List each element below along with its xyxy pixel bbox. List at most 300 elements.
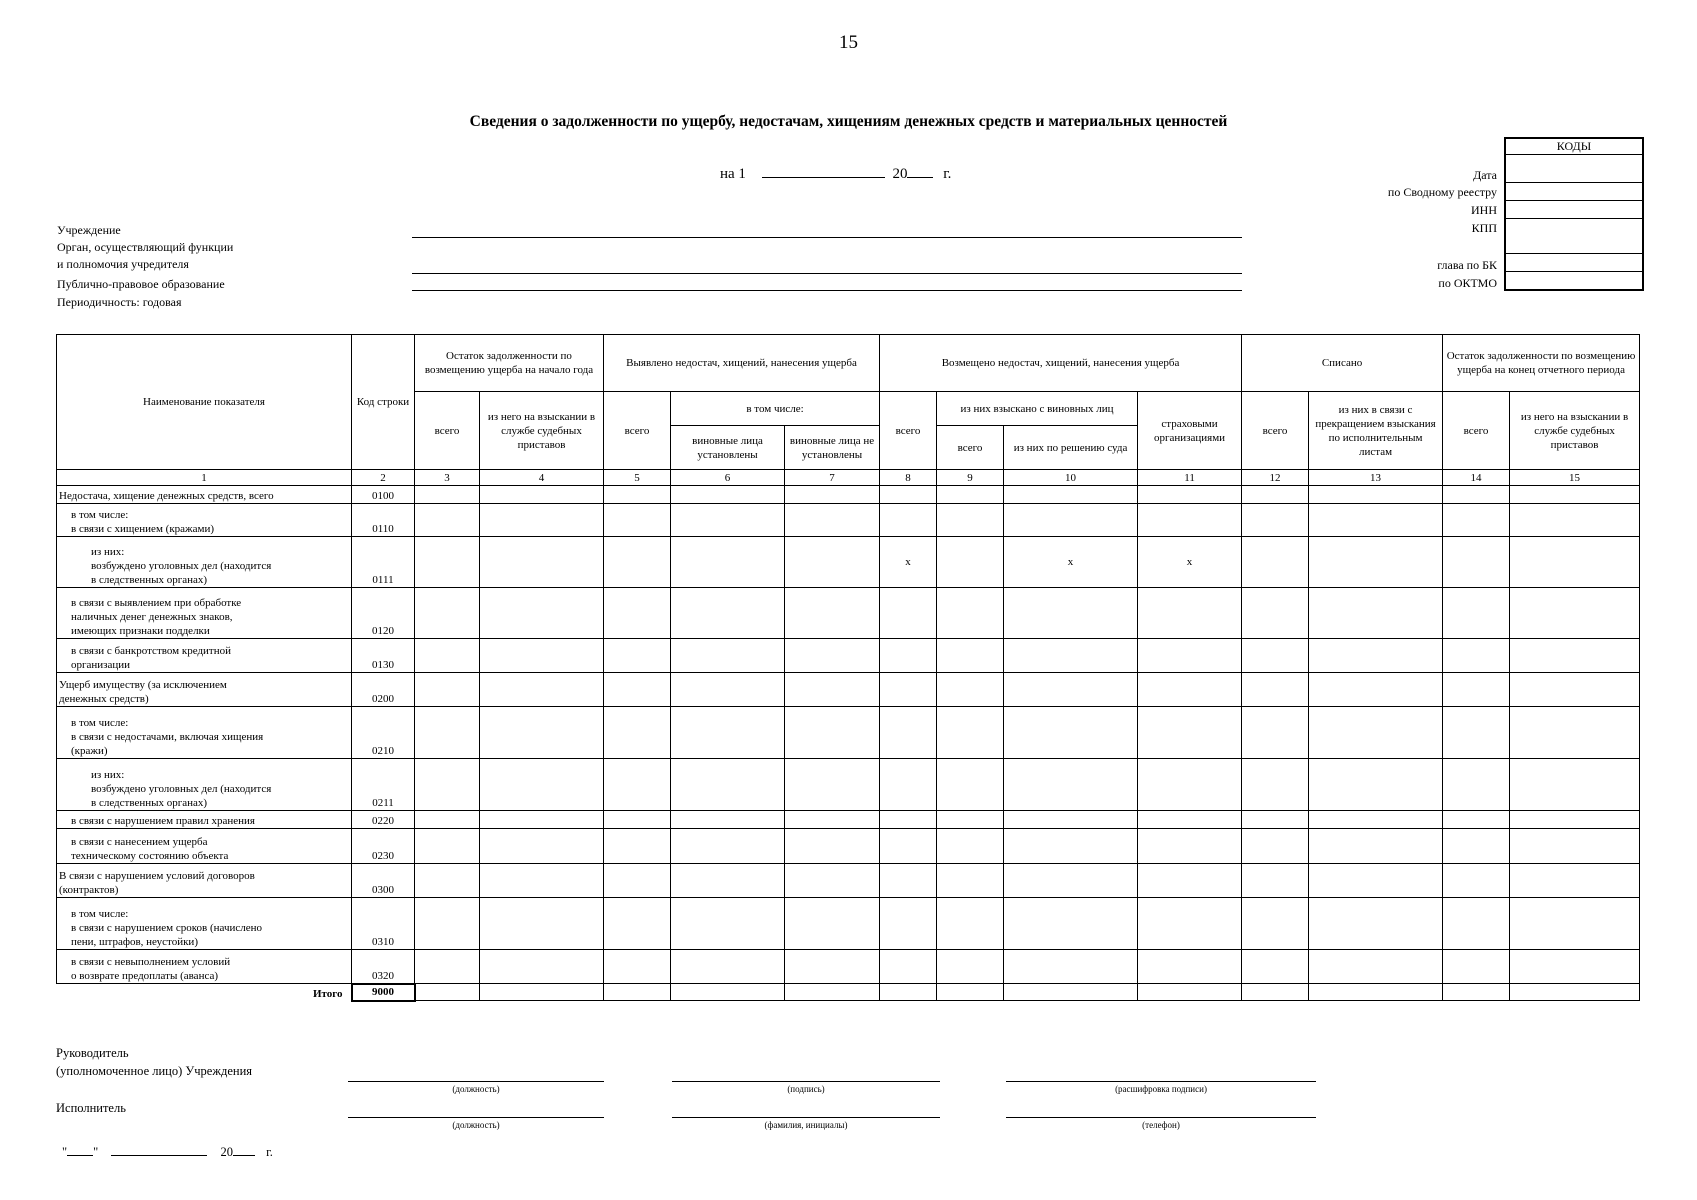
header-recovered: Возмещено недостач, хищений, нанесения ущерба (880, 335, 1242, 392)
value-cell-col-14[interactable] (1443, 707, 1510, 759)
value-cell-col-9[interactable] (937, 588, 1004, 639)
value-cell-col-6[interactable] (671, 673, 785, 707)
value-cell-col-13[interactable] (1309, 759, 1443, 811)
date-year-field[interactable] (907, 162, 933, 178)
value-cell-col-13[interactable] (1309, 504, 1443, 537)
row-code: 0310 (352, 898, 415, 950)
head-decoding-field[interactable] (1006, 1081, 1316, 1082)
value-cell-col-6[interactable] (671, 639, 785, 673)
founder-field[interactable] (412, 273, 1242, 274)
value-cell-col-6[interactable] (671, 898, 785, 950)
not-applicable-mark: x (880, 537, 937, 588)
row-code: 0100 (352, 486, 415, 504)
value-cell-col-9[interactable] (937, 864, 1004, 898)
value-cell-col-9[interactable] (937, 811, 1004, 829)
row-code: 0230 (352, 829, 415, 864)
value-cell-col-14[interactable] (1443, 759, 1510, 811)
value-cell-col-8[interactable] (880, 829, 937, 864)
value-cell-col-14[interactable] (1443, 829, 1510, 864)
value-cell-col-11[interactable] (1138, 864, 1242, 898)
table-row (57, 673, 1640, 707)
executor-phone-field[interactable] (1006, 1117, 1316, 1118)
table-row (57, 486, 1640, 504)
value-cell-col-9[interactable] (937, 950, 1004, 984)
report-date-line (720, 162, 951, 183)
total-cell-col-9[interactable] (937, 984, 1004, 1001)
value-cell-col-6[interactable] (671, 811, 785, 829)
row-name: из них: возбуждено уголовных дел (находится в следственных органах) (57, 759, 352, 811)
header-written-off: Списано (1242, 335, 1443, 392)
header-c11: страховыми организациями (1138, 392, 1242, 470)
value-cell-col-7[interactable] (785, 898, 880, 950)
value-cell-col-6[interactable] (671, 759, 785, 811)
signing-year-prefix: 20 (220, 1145, 233, 1159)
row-name: в связи с нанесением ущерба техническому состоянию объекта (57, 829, 352, 864)
value-cell-col-7[interactable] (785, 537, 880, 588)
form-title: Сведения о задолженности по ущербу, недостачам, хищениям денежных средств и материальных ценностей (469, 113, 1228, 130)
header-c10: из них по решению суда (1004, 426, 1138, 470)
signing-day-field[interactable] (67, 1140, 93, 1156)
codes-title: КОДЫ (1506, 139, 1642, 155)
value-cell-col-8[interactable] (880, 707, 937, 759)
value-cell-col-14[interactable] (1443, 588, 1510, 639)
value-cell-col-11[interactable] (1138, 639, 1242, 673)
date-close-quote: " (93, 1145, 99, 1159)
row-name: в том числе: в связи с нарушением сроков (начислено пени, штрафов, неустойки) (57, 898, 352, 950)
column-number: 15 (1510, 470, 1640, 486)
value-cell-col-5[interactable] (604, 864, 671, 898)
value-cell-col-5[interactable] (604, 811, 671, 829)
value-cell-col-12[interactable] (1242, 504, 1309, 537)
column-number: 5 (604, 470, 671, 486)
value-cell-col-8[interactable] (880, 504, 937, 537)
value-cell-col-12[interactable] (1242, 864, 1309, 898)
founder-label-1: Орган, осуществляющий функции (57, 240, 234, 254)
value-cell-col-13[interactable] (1309, 639, 1443, 673)
row-code: 0110 (352, 504, 415, 537)
table-row (57, 639, 1640, 673)
value-cell-col-10[interactable] (1004, 811, 1138, 829)
code-cell-date[interactable] (1506, 155, 1642, 182)
value-cell-col-11[interactable] (1138, 707, 1242, 759)
code-cell-inn[interactable] (1506, 200, 1642, 218)
value-cell-col-6[interactable] (671, 950, 785, 984)
column-number: 12 (1242, 470, 1309, 486)
value-cell-col-8[interactable] (880, 759, 937, 811)
value-cell-col-6[interactable] (671, 707, 785, 759)
value-cell-col-13[interactable] (1309, 673, 1443, 707)
value-cell-col-7[interactable] (785, 504, 880, 537)
value-cell-col-5[interactable] (604, 537, 671, 588)
table-row (57, 707, 1640, 759)
signing-date-suffix: г. (266, 1145, 273, 1159)
value-cell-col-5[interactable] (604, 673, 671, 707)
value-cell-col-8[interactable] (880, 588, 937, 639)
row-name: Недостача, хищение денежных средств, всего (57, 486, 352, 504)
value-cell-col-3[interactable] (415, 950, 480, 984)
header-c5: всего (604, 392, 671, 470)
total-cell-col-10[interactable] (1004, 984, 1138, 1001)
value-cell-col-14[interactable] (1443, 673, 1510, 707)
not-applicable-mark: x (1138, 537, 1242, 588)
header-c13: из них в связи с прекращением взыскания по исполнительным листам (1309, 392, 1443, 470)
value-cell-col-15[interactable] (1510, 829, 1640, 864)
institution-field[interactable] (412, 237, 1242, 238)
header-c14: всего (1443, 392, 1510, 470)
code-label-date: Дата (1473, 168, 1497, 182)
table-row (57, 829, 1640, 864)
value-cell-col-12[interactable] (1242, 673, 1309, 707)
value-cell-col-12[interactable] (1242, 950, 1309, 984)
row-code: 0300 (352, 864, 415, 898)
value-cell-col-12[interactable] (1242, 759, 1309, 811)
date-prefix: на 1 (720, 166, 746, 182)
value-cell-col-5[interactable] (604, 486, 671, 504)
value-cell-col-12[interactable] (1242, 588, 1309, 639)
head-position-field[interactable] (348, 1081, 604, 1082)
value-cell-col-5[interactable] (604, 639, 671, 673)
value-cell-col-11[interactable] (1138, 486, 1242, 504)
value-cell-col-7[interactable] (785, 707, 880, 759)
value-cell-col-13[interactable] (1309, 537, 1443, 588)
value-cell-col-6[interactable] (671, 537, 785, 588)
value-cell-col-14[interactable] (1443, 504, 1510, 537)
executor-name-field[interactable] (672, 1117, 940, 1118)
value-cell-col-10[interactable] (1004, 673, 1138, 707)
value-cell-col-14[interactable] (1443, 537, 1510, 588)
column-number: 2 (352, 470, 415, 486)
value-cell-col-11[interactable] (1138, 950, 1242, 984)
signing-year-field[interactable] (233, 1140, 255, 1156)
value-cell-col-3[interactable] (415, 829, 480, 864)
value-cell-col-5[interactable] (604, 588, 671, 639)
value-cell-col-3[interactable] (415, 486, 480, 504)
value-cell-col-9[interactable] (937, 898, 1004, 950)
header-detected: Выявлено недостач, хищений, нанесения ущерба (604, 335, 880, 392)
value-cell-col-12[interactable] (1242, 707, 1309, 759)
periodicity-label: Периодичность: годовая (57, 295, 182, 309)
value-cell-col-9[interactable] (937, 537, 1004, 588)
value-cell-col-5[interactable] (604, 898, 671, 950)
value-cell-col-3[interactable] (415, 504, 480, 537)
value-cell-col-4[interactable] (480, 811, 604, 829)
executor-label: Исполнитель (56, 1101, 126, 1115)
row-code: 0111 (352, 537, 415, 588)
row-name: в связи с нарушением правил хранения (57, 811, 352, 829)
value-cell-col-3[interactable] (415, 707, 480, 759)
value-cell-col-9[interactable] (937, 504, 1004, 537)
total-cell-col-11[interactable] (1138, 984, 1242, 1001)
row-code: 0211 (352, 759, 415, 811)
date-suffix: г. (943, 166, 952, 182)
code-cell-kpp[interactable] (1506, 218, 1642, 253)
row-code: 0220 (352, 811, 415, 829)
value-cell-col-6[interactable] (671, 864, 785, 898)
value-cell-col-7[interactable] (785, 864, 880, 898)
value-cell-col-15[interactable] (1510, 864, 1640, 898)
signing-date (62, 1140, 273, 1161)
caption-decoding: (расшифровка подписи) (1115, 1084, 1207, 1094)
table-row (57, 504, 1640, 537)
value-cell-col-4[interactable] (480, 950, 604, 984)
total-cell-col-14[interactable] (1443, 984, 1510, 1001)
value-cell-col-12[interactable] (1242, 898, 1309, 950)
total-cell-col-7[interactable] (785, 984, 880, 1001)
code-label-bk: глава по БК (1437, 258, 1497, 272)
value-cell-col-4[interactable] (480, 588, 604, 639)
value-cell-col-3[interactable] (415, 588, 480, 639)
value-cell-col-9[interactable] (937, 639, 1004, 673)
value-cell-col-8[interactable] (880, 898, 937, 950)
value-cell-col-10[interactable] (1004, 864, 1138, 898)
value-cell-col-12[interactable] (1242, 537, 1309, 588)
value-cell-col-4[interactable] (480, 707, 604, 759)
founder-label-2: и полномочия учредителя (57, 257, 189, 271)
value-cell-col-4[interactable] (480, 537, 604, 588)
value-cell-col-4[interactable] (480, 759, 604, 811)
column-number: 7 (785, 470, 880, 486)
value-cell-col-4[interactable] (480, 486, 604, 504)
value-cell-col-12[interactable] (1242, 811, 1309, 829)
value-cell-col-15[interactable] (1510, 639, 1640, 673)
head-signature-field[interactable] (672, 1081, 940, 1082)
value-cell-col-7[interactable] (785, 811, 880, 829)
value-cell-col-10[interactable] (1004, 639, 1138, 673)
header-c4: из него на взыскании в службе судебных приставов (480, 392, 604, 470)
value-cell-col-15[interactable] (1510, 950, 1640, 984)
municipality-field[interactable] (412, 290, 1242, 291)
value-cell-col-13[interactable] (1309, 707, 1443, 759)
column-number: 10 (1004, 470, 1138, 486)
debt-table (56, 334, 1640, 1002)
value-cell-col-7[interactable] (785, 950, 880, 984)
value-cell-col-15[interactable] (1510, 537, 1640, 588)
value-cell-col-7[interactable] (785, 588, 880, 639)
header-c3: всего (415, 392, 480, 470)
value-cell-col-15[interactable] (1510, 588, 1640, 639)
value-cell-col-4[interactable] (480, 864, 604, 898)
value-cell-col-11[interactable] (1138, 898, 1242, 950)
value-cell-col-12[interactable] (1242, 486, 1309, 504)
total-cell-col-8[interactable] (880, 984, 937, 1001)
value-cell-col-5[interactable] (604, 707, 671, 759)
value-cell-col-15[interactable] (1510, 673, 1640, 707)
header-c12: всего (1242, 392, 1309, 470)
column-number: 11 (1138, 470, 1242, 486)
header-c15: из него на взыскании в службе судебных приставов (1510, 392, 1640, 470)
row-code: 0320 (352, 950, 415, 984)
total-cell-col-3[interactable] (415, 984, 480, 1001)
column-number: 1 (57, 470, 352, 486)
value-cell-col-9[interactable] (937, 759, 1004, 811)
value-cell-col-6[interactable] (671, 588, 785, 639)
value-cell-col-8[interactable] (880, 486, 937, 504)
total-cell-col-5[interactable] (604, 984, 671, 1001)
value-cell-col-11[interactable] (1138, 588, 1242, 639)
value-cell-col-3[interactable] (415, 759, 480, 811)
caption-signature: (подпись) (787, 1084, 825, 1094)
total-cell-col-12[interactable] (1242, 984, 1309, 1001)
total-row (57, 984, 1640, 1001)
code-cell-oktmo[interactable] (1506, 271, 1642, 289)
row-name: в связи с банкротством кредитной организации (57, 639, 352, 673)
value-cell-col-15[interactable] (1510, 898, 1640, 950)
header-closing-balance: Остаток задолженности по возмещению ущерба на конец отчетного периода (1443, 335, 1640, 392)
value-cell-col-9[interactable] (937, 486, 1004, 504)
header-c7: виновные лица не установлены (785, 426, 880, 470)
value-cell-col-3[interactable] (415, 537, 480, 588)
value-cell-col-6[interactable] (671, 829, 785, 864)
page-number: 15 (839, 32, 858, 53)
date-open-quote: " (62, 1145, 68, 1159)
value-cell-col-12[interactable] (1242, 829, 1309, 864)
caption-position: (должность) (452, 1084, 500, 1094)
value-cell-col-5[interactable] (604, 950, 671, 984)
value-cell-col-12[interactable] (1242, 639, 1309, 673)
executor-position-field[interactable] (348, 1117, 604, 1118)
value-cell-col-3[interactable] (415, 673, 480, 707)
column-number: 14 (1443, 470, 1510, 486)
date-day-month-field[interactable] (762, 162, 885, 178)
code-cell-registry[interactable] (1506, 182, 1642, 200)
value-cell-col-4[interactable] (480, 898, 604, 950)
value-cell-col-9[interactable] (937, 829, 1004, 864)
total-cell-col-15[interactable] (1510, 984, 1640, 1001)
value-cell-col-9[interactable] (937, 707, 1004, 759)
value-cell-col-11[interactable] (1138, 811, 1242, 829)
table-row (57, 759, 1640, 811)
date-year-prefix: 20 (892, 166, 908, 182)
row-code: 0120 (352, 588, 415, 639)
header-opening-balance: Остаток задолженности по возмещению ущерба на начало года (415, 335, 604, 392)
value-cell-col-14[interactable] (1443, 811, 1510, 829)
value-cell-col-6[interactable] (671, 486, 785, 504)
value-cell-col-13[interactable] (1309, 864, 1443, 898)
value-cell-col-14[interactable] (1443, 486, 1510, 504)
value-cell-col-10[interactable] (1004, 759, 1138, 811)
value-cell-col-8[interactable] (880, 950, 937, 984)
column-number: 8 (880, 470, 937, 486)
value-cell-col-13[interactable] (1309, 588, 1443, 639)
value-cell-col-6[interactable] (671, 504, 785, 537)
value-cell-col-14[interactable] (1443, 639, 1510, 673)
value-cell-col-7[interactable] (785, 639, 880, 673)
caption-phone: (телефон) (1142, 1120, 1180, 1130)
municipality-label: Публично-правовое образование (57, 277, 225, 291)
table-row (57, 950, 1640, 984)
value-cell-col-13[interactable] (1309, 898, 1443, 950)
value-cell-col-11[interactable] (1138, 673, 1242, 707)
value-cell-col-4[interactable] (480, 673, 604, 707)
row-name: в связи с выявлением при обработке наличных денег денежных знаков, имеющих признаки подделки (57, 588, 352, 639)
value-cell-col-5[interactable] (604, 504, 671, 537)
table-row (57, 588, 1640, 639)
value-cell-col-3[interactable] (415, 811, 480, 829)
value-cell-col-15[interactable] (1510, 486, 1640, 504)
total-cell-col-4[interactable] (480, 984, 604, 1001)
value-cell-col-14[interactable] (1443, 950, 1510, 984)
value-cell-col-5[interactable] (604, 829, 671, 864)
value-cell-col-10[interactable] (1004, 898, 1138, 950)
value-cell-col-15[interactable] (1510, 759, 1640, 811)
value-cell-col-13[interactable] (1309, 950, 1443, 984)
value-cell-col-5[interactable] (604, 759, 671, 811)
value-cell-col-3[interactable] (415, 898, 480, 950)
row-name: Ущерб имуществу (за исключением денежных средств) (57, 673, 352, 707)
value-cell-col-8[interactable] (880, 811, 937, 829)
value-cell-col-11[interactable] (1138, 504, 1242, 537)
total-cell-col-6[interactable] (671, 984, 785, 1001)
value-cell-col-7[interactable] (785, 759, 880, 811)
value-cell-col-8[interactable] (880, 864, 937, 898)
not-applicable-mark: x (1004, 537, 1138, 588)
value-cell-col-15[interactable] (1510, 811, 1640, 829)
code-label-kpp: КПП (1471, 221, 1497, 235)
value-cell-col-7[interactable] (785, 673, 880, 707)
value-cell-col-15[interactable] (1510, 707, 1640, 759)
value-cell-col-14[interactable] (1443, 864, 1510, 898)
total-cell-col-13[interactable] (1309, 984, 1443, 1001)
value-cell-col-13[interactable] (1309, 829, 1443, 864)
table-row (57, 864, 1640, 898)
value-cell-col-10[interactable] (1004, 588, 1138, 639)
value-cell-col-10[interactable] (1004, 707, 1138, 759)
value-cell-col-11[interactable] (1138, 759, 1242, 811)
value-cell-col-4[interactable] (480, 504, 604, 537)
value-cell-col-11[interactable] (1138, 829, 1242, 864)
value-cell-col-8[interactable] (880, 639, 937, 673)
header-c9: всего (937, 426, 1004, 470)
code-cell-bk[interactable] (1506, 253, 1642, 271)
value-cell-col-7[interactable] (785, 829, 880, 864)
value-cell-col-10[interactable] (1004, 829, 1138, 864)
value-cell-col-13[interactable] (1309, 486, 1443, 504)
code-label-inn: ИНН (1471, 203, 1497, 217)
code-label-oktmo: по ОКТМО (1438, 276, 1497, 290)
total-label: Итого (312, 987, 343, 1000)
value-cell-col-4[interactable] (480, 829, 604, 864)
code-label-registry: по Сводному реестру (1387, 185, 1497, 199)
value-cell-col-3[interactable] (415, 639, 480, 673)
header-c6: виновные лица установлены (671, 426, 785, 470)
value-cell-col-4[interactable] (480, 639, 604, 673)
row-code: 0200 (352, 673, 415, 707)
value-cell-col-3[interactable] (415, 864, 480, 898)
header-c8: всего (880, 392, 937, 470)
value-cell-col-13[interactable] (1309, 811, 1443, 829)
value-cell-col-8[interactable] (880, 673, 937, 707)
column-number: 9 (937, 470, 1004, 486)
value-cell-col-10[interactable] (1004, 504, 1138, 537)
caption-position-2: (должность) (452, 1120, 500, 1130)
header-code: Код строки (352, 335, 415, 470)
row-name: В связи с нарушением условий договоров (контрактов) (57, 864, 352, 898)
table-row (57, 537, 1640, 588)
value-cell-col-7[interactable] (785, 486, 880, 504)
value-cell-col-15[interactable] (1510, 504, 1640, 537)
value-cell-col-14[interactable] (1443, 898, 1510, 950)
value-cell-col-10[interactable] (1004, 950, 1138, 984)
value-cell-col-10[interactable] (1004, 486, 1138, 504)
row-code: 0130 (352, 639, 415, 673)
caption-name: (фамилия, инициалы) (764, 1120, 848, 1130)
column-number: 3 (415, 470, 480, 486)
signing-month-field[interactable] (111, 1140, 207, 1156)
head-label-2: (уполномоченное лицо) Учреждения (56, 1064, 253, 1078)
column-number: 4 (480, 470, 604, 486)
row-name: из них: возбуждено уголовных дел (находится в следственных органах) (57, 537, 352, 588)
value-cell-col-9[interactable] (937, 673, 1004, 707)
